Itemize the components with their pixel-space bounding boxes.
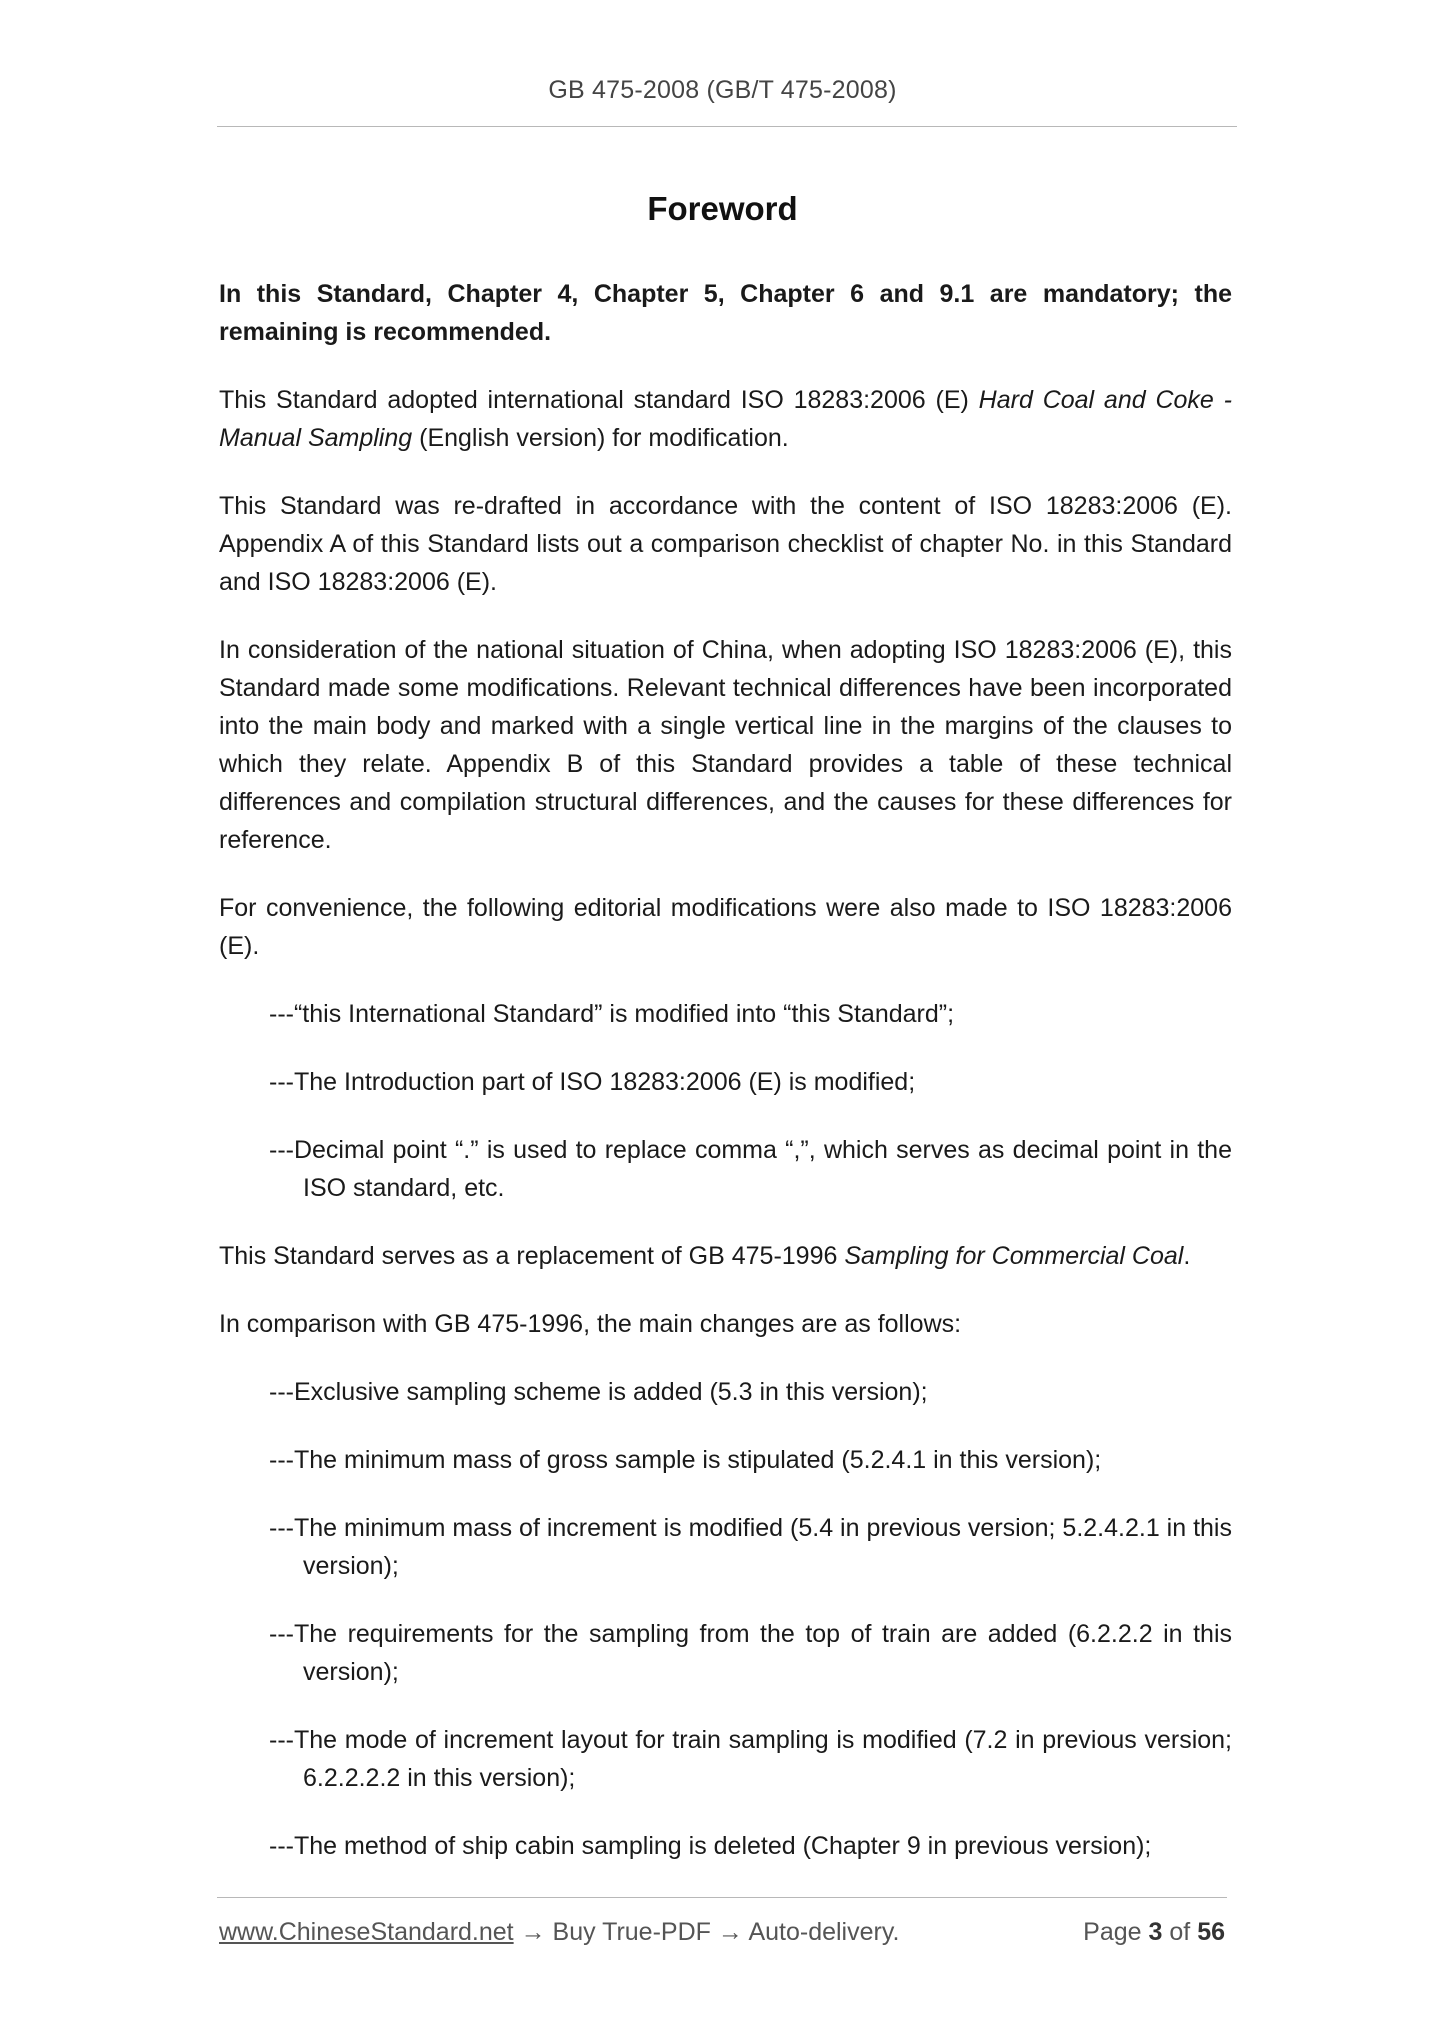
list-item: ---The method of ship cabin sampling is deleted (Chapter 9 in previous version); [269, 1832, 1152, 1860]
list-item: ---Decimal point “.” is used to replace comma “,”, which serves as decimal point in the ISO standard, etc. [269, 1136, 1232, 1202]
list-item: ---The minimum mass of gross sample is stipulated (5.2.4.1 in this version); [269, 1446, 1102, 1474]
arrow-right-icon: → [717, 1918, 743, 1946]
changes-intro: In comparison with GB 475-1996, the main changes are as follows: [219, 1310, 962, 1338]
replaced-standard-title: Sampling for Commercial Coal [844, 1242, 1184, 1270]
running-header: GB 475-2008 (GB/T 475-2008) [548, 76, 897, 104]
website-link[interactable]: www.ChineseStandard.net [219, 1918, 514, 1946]
arrow-right-icon: → [520, 1918, 546, 1946]
redraft-paragraph: This Standard was re-drafted in accordance with the content of ISO 18283:2006 (E). Appendix A of this Standard lists out a comparison checklist of chapter No. in this Standard and ISO 18283:2006 (E). [219, 492, 1232, 596]
page-label: Page [1083, 1918, 1142, 1946]
buy-text: Buy True-PDF [552, 1918, 711, 1946]
list-item: ---Exclusive sampling scheme is added (5.3 in this version); [269, 1378, 928, 1406]
adopted-standard-title: Hard Coal and Coke - Manual Sampling [219, 386, 1232, 452]
replacement-paragraph [219, 1237, 1232, 1275]
page-number: 3 [1148, 1918, 1163, 1946]
adoption-text-post: (English version) for modification. [412, 424, 789, 452]
editorial-intro: For convenience, the following editorial modifications were also made to ISO 18283:2006 (E). [219, 894, 1232, 960]
document-body [219, 275, 1232, 1895]
of-label: of [1169, 1918, 1191, 1946]
footer-promo [219, 1918, 899, 1947]
page-indicator [1083, 1918, 1225, 1947]
national-situation-paragraph: In consideration of the national situation of China, when adopting ISO 18283:2006 (E), this Standard made some modifications. Relevant technical differences have been incorporated into the main body and marked with a single vertical line in the margins of the clauses to which they relate. Appendix B of this Standard provides a table of these technical differences and compilation structural differences, and the causes for these differences for reference. [219, 636, 1232, 854]
list-item: ---The Introduction part of ISO 18283:2006 (E) is modified; [269, 1068, 916, 1096]
list-item: ---The mode of increment layout for train sampling is modified (7.2 in previous version; 6.2.2.2.2 in this version); [269, 1726, 1232, 1792]
page-title: Foreword [647, 190, 798, 227]
replacement-text-post: . [1183, 1242, 1191, 1270]
replacement-text-pre: This Standard serves as a replacement of GB 475-1996 [219, 1242, 845, 1270]
page-total: 56 [1197, 1918, 1225, 1946]
list-item: ---The requirements for the sampling from the top of train are added (6.2.2.2 in this version); [269, 1620, 1232, 1686]
adoption-text-pre: This Standard adopted international standard ISO 18283:2006 (E) [219, 386, 979, 414]
mandatory-note: In this Standard, Chapter 4, Chapter 5, Chapter 6 and 9.1 are mandatory; the remaining is recommended. [219, 280, 1232, 346]
header-divider [217, 126, 1237, 127]
list-item: ---The minimum mass of increment is modified (5.4 in previous version; 5.2.4.2.1 in this version); [269, 1514, 1232, 1580]
list-item: ---“this International Standard” is modified into “this Standard”; [269, 1000, 955, 1028]
adoption-paragraph [219, 381, 1232, 457]
footer-divider [217, 1897, 1227, 1898]
delivery-text: Auto-delivery. [748, 1918, 900, 1946]
